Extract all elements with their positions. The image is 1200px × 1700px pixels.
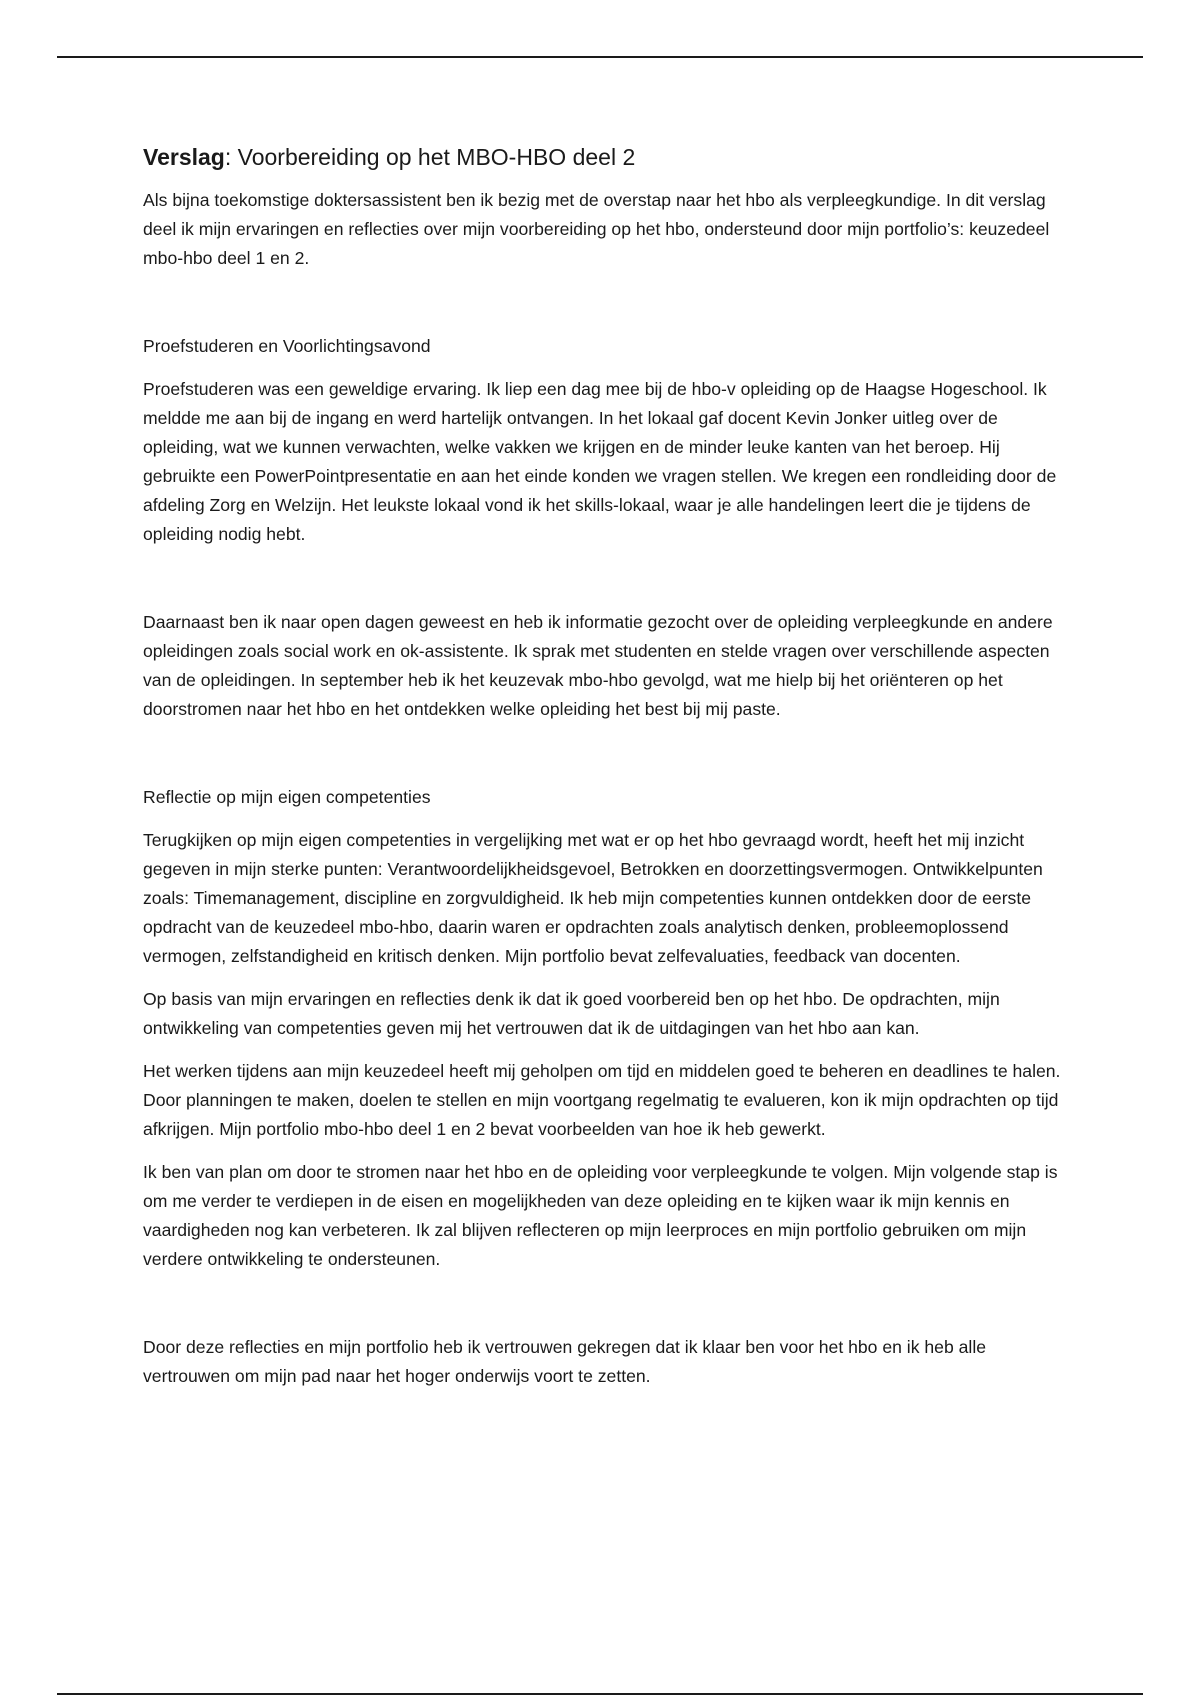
paragraph: Terugkijken op mijn eigen competenties in vergelijking met wat er op het hbo gevraagd wordt, heeft het mij inzicht gegeven in mijn sterke punten: Verantwoordelijkheidsgevoel, Betrokken en doorzettingsvermogen. Ontwikkelpunten zoals: Timemanagement, discipline en zorgvuldigheid. Ik heb mijn competenties kunnen ontdekken door de eerste opdracht van de keuzedeel mbo-hbo, daarin waren er opdrachten zoals analytisch denken, probleemoplossend vermogen, zelfstandigheid en kritisch denken. Mijn portfolio bevat zelfevaluaties, feedback van docenten. <box>143 830 1043 966</box>
spacer <box>143 563 1063 608</box>
paragraph: Op basis van mijn ervaringen en reflecties denk ik dat ik goed voorbereid ben op het hbo. De opdrachten, mijn ontwikkeling van competenties geven mij het vertrouwen dat ik de uitdagingen van het hbo aan kan. <box>143 989 1000 1038</box>
spacer <box>143 738 1063 783</box>
header-rule <box>57 56 1143 58</box>
document-title <box>143 140 1063 174</box>
paragraph: Het werken tijdens aan mijn keuzedeel heeft mij geholpen om tijd en middelen goed te beheren en deadlines te halen. Door planningen te maken, doelen te stellen en mijn voortgang regelmatig te evalueren, kon ik mijn opdrachten op tijd afkrijgen. Mijn portfolio mbo-hbo deel 1 en 2 bevat voorbeelden van hoe ik heb gewerkt. <box>143 1061 1061 1139</box>
section-heading-proefstuderen: Proefstuderen en Voorlichtingsavond <box>143 336 431 356</box>
title-text: : Voorbereiding op het MBO-HBO deel 2 <box>224 144 636 170</box>
section-heading-reflectie: Reflectie op mijn eigen competenties <box>143 787 431 807</box>
title-bold-label: Verslag <box>143 144 225 170</box>
intro-paragraph: Als bijna toekomstige doktersassistent ben ik bezig met de overstap naar het hbo als verpleegkundige. In dit verslag deel ik mijn ervaringen en reflecties over mijn voorbereiding op het hbo, ondersteund door mijn portfolio’s: keuzedeel mbo-hbo deel 1 en 2. <box>143 190 1050 268</box>
paragraph: Daarnaast ben ik naar open dagen geweest en heb ik informatie gezocht over de opleiding verpleegkunde en andere opleidingen zoals social work en ok-assistente. Ik sprak met studenten en stelde vragen over verschillende aspecten van de opleidingen. In september heb ik het keuzevak mbo-hbo gevolgd, wat me hielp bij het oriënteren op het doorstromen naar het hbo en het ontdekken welke opleiding het best bij mij paste. <box>143 612 1053 719</box>
document-body <box>143 140 1063 1405</box>
spacer <box>143 1288 1063 1333</box>
paragraph: Ik ben van plan om door te stromen naar het hbo en de opleiding voor verpleegkunde te volgen. Mijn volgende stap is om me verder te verdiepen in de eisen en mogelijkheden van deze opleiding en te kijken waar ik mijn kennis en vaardigheden nog kan verbeteren. Ik zal blijven reflecteren op mijn leerproces en mijn portfolio gebruiken om mijn verdere ontwikkeling te ondersteunen. <box>143 1162 1058 1269</box>
paragraph: Proefstuderen was een geweldige ervaring. Ik liep een dag mee bij de hbo-v opleiding op de Haagse Hogeschool. Ik meldde me aan bij de ingang en werd hartelijk ontvangen. In het lokaal gaf docent Kevin Jonker uitleg over de opleiding, wat we kunnen verwachten, welke vakken we krijgen en de minder leuke kanten van het beroep. Hij gebruikte een PowerPointpresentatie en aan het einde konden we vragen stellen. We kregen een rondleiding door de afdeling Zorg en Welzijn. Het leukste lokaal vond ik het skills-lokaal, waar je alle handelingen leert die je tijdens de opleiding nodig hebt. <box>143 379 1057 544</box>
spacer <box>143 287 1063 332</box>
footer-rule <box>57 1693 1143 1695</box>
closing-paragraph: Door deze reflecties en mijn portfolio heb ik vertrouwen gekregen dat ik klaar ben voor het hbo en ik heb alle vertrouwen om mijn pad naar het hoger onderwijs voort te zetten. <box>143 1337 987 1386</box>
